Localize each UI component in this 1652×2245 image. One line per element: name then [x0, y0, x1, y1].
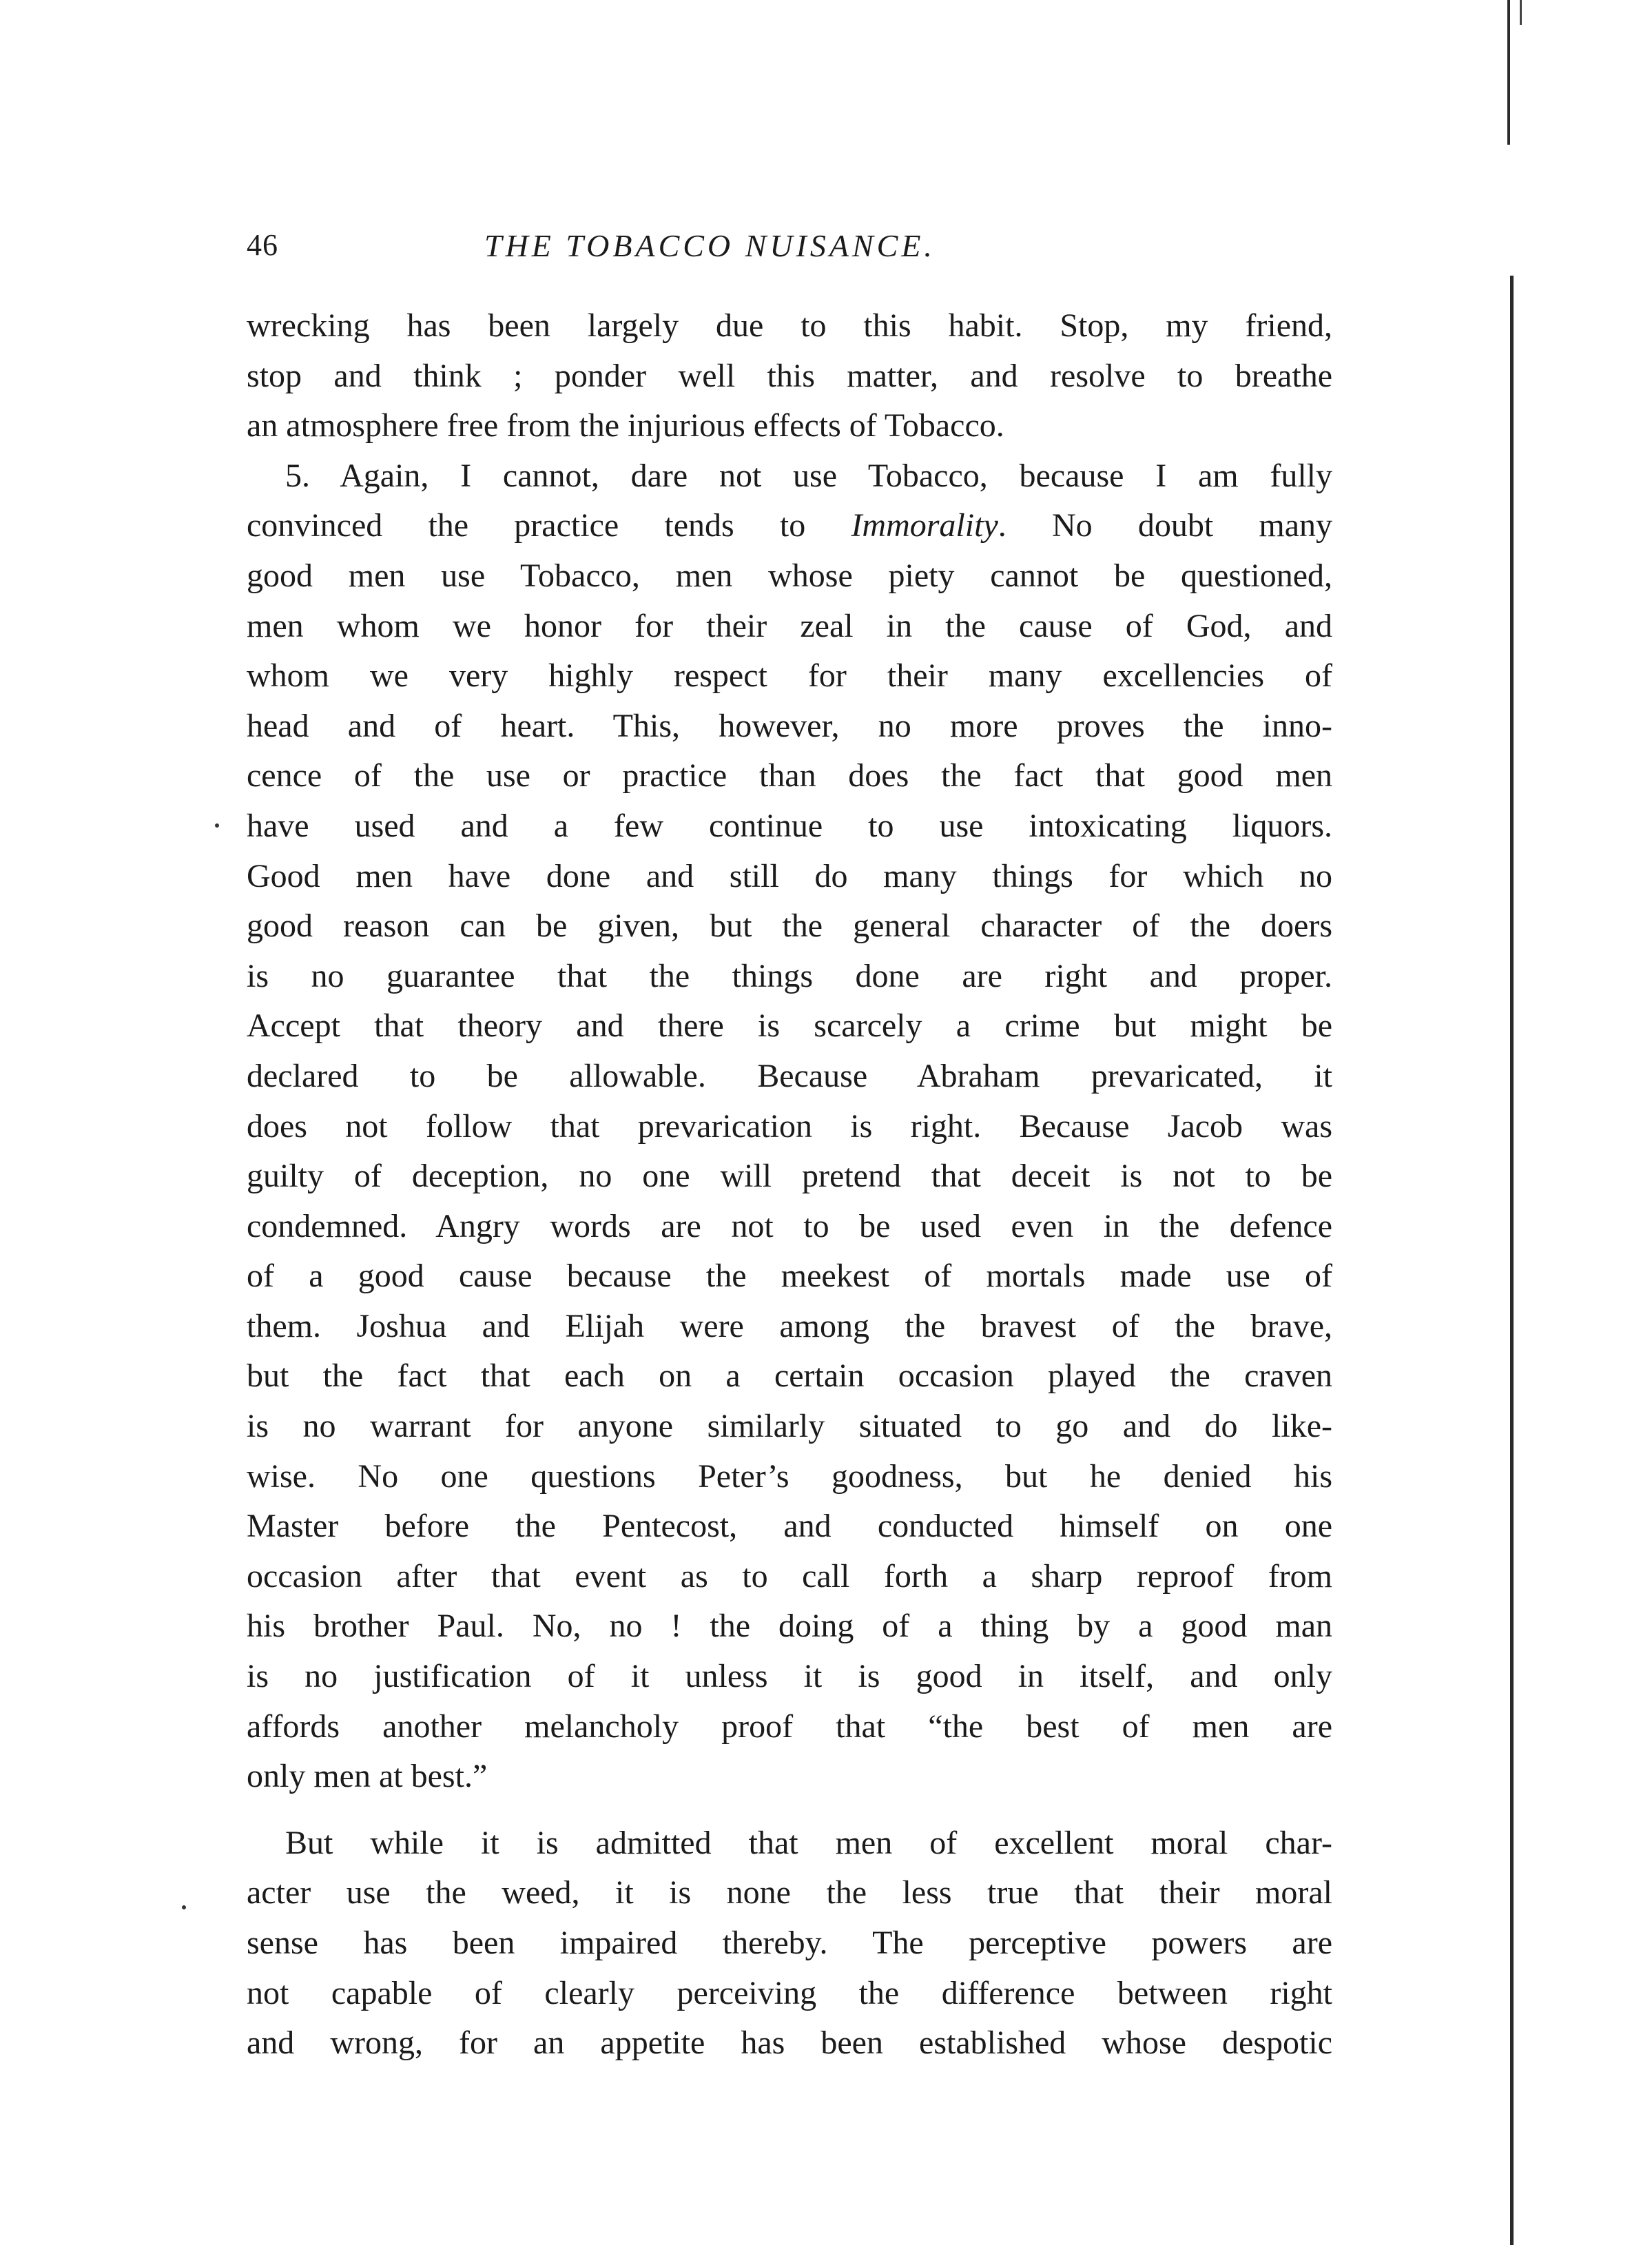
text-line: but the fact that each on a certain occasion played the craven	[247, 1357, 1332, 1395]
text-line: Master before the Pentecost, and conducted himself on one	[247, 1508, 1332, 1545]
margin-speck	[182, 1905, 186, 1909]
text-line: good men use Tobacco, men whose piety cannot be questioned,	[247, 557, 1332, 594]
text-line: an atmosphere free from the injurious effects of Tobacco.	[247, 407, 1004, 444]
text-line: sense has been impaired thereby. The perceptive powers are	[247, 1925, 1332, 1961]
text-line: and wrong, for an appetite has been established whose despotic	[247, 2024, 1332, 2062]
paragraph	[247, 1818, 1332, 2069]
text-line: convinced the practice tends to Immorality. No doubt many	[247, 507, 1332, 544]
text-line: Accept that theory and there is scarcely a crime but might be	[247, 1007, 1332, 1045]
text-line: only men at best.”	[247, 1758, 488, 1795]
text-line: is no justification of it unless it is good in itself, and only	[247, 1658, 1332, 1695]
text-line: declared to be allowable. Because Abraham prevaricated, it	[247, 1057, 1332, 1094]
text-line: of a good cause because the meekest of mortals made use of	[247, 1258, 1332, 1295]
binding-edge-lower	[1510, 276, 1514, 2245]
text-line: acter use the weed, it is none the less true that their moral	[247, 1874, 1332, 1911]
text-line: head and of heart. This, however, no more proves the inno-	[247, 707, 1332, 744]
text-line: cence of the use or practice than does the fact that good men	[247, 757, 1332, 795]
text-line: But while it is admitted that men of excellent moral char-	[285, 1824, 1332, 1861]
text-line: wise. No one questions Peter’s goodness, but he denied his	[247, 1457, 1332, 1495]
text-line: guilty of deception, no one will pretend that deceit is not to be	[247, 1158, 1332, 1195]
text-line: whom we very highly respect for their many excellencies of	[247, 657, 1332, 695]
text-line: 5. Again, I cannot, dare not use Tobacco, because I am fully	[285, 457, 1332, 494]
binding-edge-upper	[1507, 0, 1510, 145]
text-line: stop and think ; ponder well this matter, and resolve to breathe	[247, 357, 1332, 394]
page-header	[247, 227, 1335, 269]
text-line: condemned. Angry words are not to be used even in the defence	[247, 1207, 1332, 1244]
text-line: them. Joshua and Elijah were among the bravest of the brave,	[247, 1307, 1332, 1344]
page-number: 46	[247, 228, 278, 262]
text-line: is no guarantee that the things done are right and proper.	[247, 957, 1332, 994]
scan-mark	[1520, 0, 1522, 25]
emphasis: Immorality	[851, 507, 998, 544]
running-title: THE TOBACCO NUISANCE.	[484, 228, 936, 263]
text-line: men whom we honor for their zeal in the cause of God, and	[247, 607, 1332, 644]
text-line: is no warrant for anyone similarly situated to go and do like-	[247, 1408, 1332, 1445]
text-line: his brother Paul. No, no ! the doing of a thing by a good man	[247, 1608, 1332, 1645]
text-line: not capable of clearly perceiving the difference between right	[247, 1974, 1332, 2011]
body-text	[247, 301, 1332, 2069]
text-line: Good men have done and still do many things for which no	[247, 857, 1332, 894]
paragraph-gap	[247, 1802, 1332, 1818]
text-line: have used and a few continue to use intoxicating liquors.	[247, 807, 1332, 844]
paragraph	[247, 451, 1332, 1802]
text-line: wrecking has been largely due to this habit. Stop, my friend,	[247, 307, 1332, 344]
text-line: occasion after that event as to call forth a sharp reproof from	[247, 1557, 1332, 1595]
paragraph	[247, 301, 1332, 451]
text-line: affords another melancholy proof that “the best of men are	[247, 1708, 1332, 1745]
text-line: good reason can be given, but the general character of the doers	[247, 908, 1332, 945]
margin-speck	[215, 823, 219, 828]
text-line: does not follow that prevarication is right. Because Jacob was	[247, 1107, 1332, 1145]
